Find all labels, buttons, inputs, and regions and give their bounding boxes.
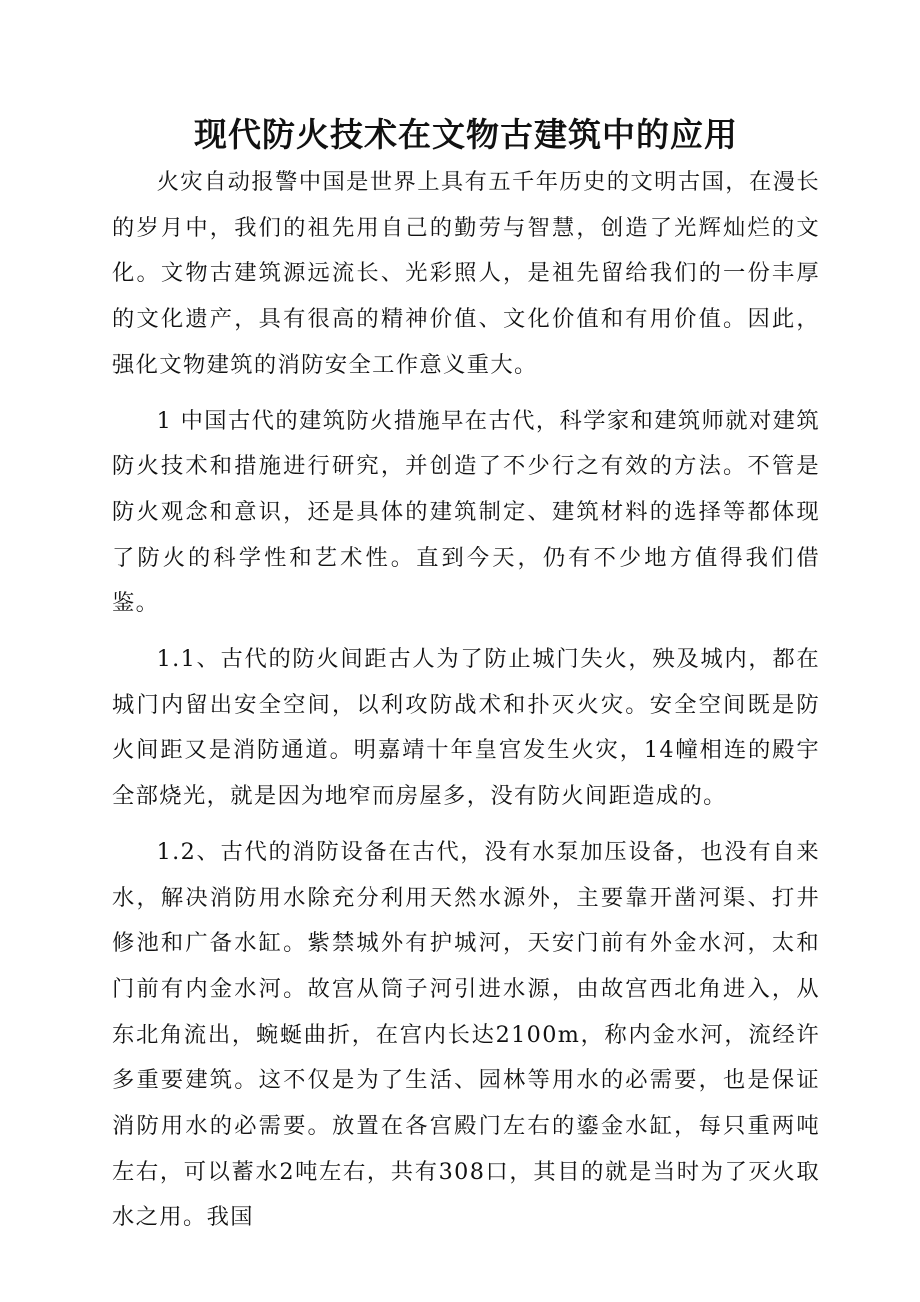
paragraph-section-1: 1 中国古代的建筑防火措施早在古代，科学家和建筑师就对建筑防火技术和措施进行研究，并创造了不少行之有效的方法。不管是防火观念和意识，还是具体的建筑制定、建筑材料的选择等都体现了防火的科学性和艺术性。直到今天，仍有不少地方值得我们借鉴。 (112, 407, 820, 617)
paragraph-section-1-1: 1.1、古代的防火间距古人为了防止城门失火，殃及城内，都在城门内留出安全空间，以利攻防战术和扑灭火灾。安全空间既是防火间距又是消防通道。明嘉靖十年皇宫发生火灾，14幢相连的殿宇全部烧光，就是因为地窄而房屋多，没有防火间距造成的。 (112, 646, 820, 810)
paragraph-intro: 火灾自动报警中国是世界上具有五千年历史的文明古国，在漫长的岁月中，我们的祖先用自己的勤劳与智慧，创造了光辉灿烂的文化。文物古建筑源远流长、光彩照人，是祖先留给我们的一份丰厚的文化遗产，具有很高的精神价值、文化价值和有用价值。因此，强化文物建筑的消防安全工作意义重大。 (112, 169, 820, 378)
document-page (112, 110, 820, 1241)
paragraph-section-1-2: 1.2、古代的消防设备在古代，没有水泵加压设备，也没有自来水，解决消防用水除充分利用天然水源外，主要靠开凿河渠、打井修池和广备水缸。紫禁城外有护城河，天安门前有外金水河，太和门前有内金水河。故宫从筒子河引进水源，由故宫西北角进入，从东北角流出，蜿蜒曲折，在宫内长达2100m，称内金水河，流经许多重要建筑。这不仅是为了生活、园林等用水的必需要，也是保证消防用水的必需要。放置在各宫殿门左右的鎏金水缸，每只重两吨左右，可以蓄水2吨左右，共有308口，其目的就是当时为了灭火取水之用。我国 (112, 838, 820, 1231)
document-title: 现代防火技术在文物古建筑中的应用 (194, 115, 738, 154)
